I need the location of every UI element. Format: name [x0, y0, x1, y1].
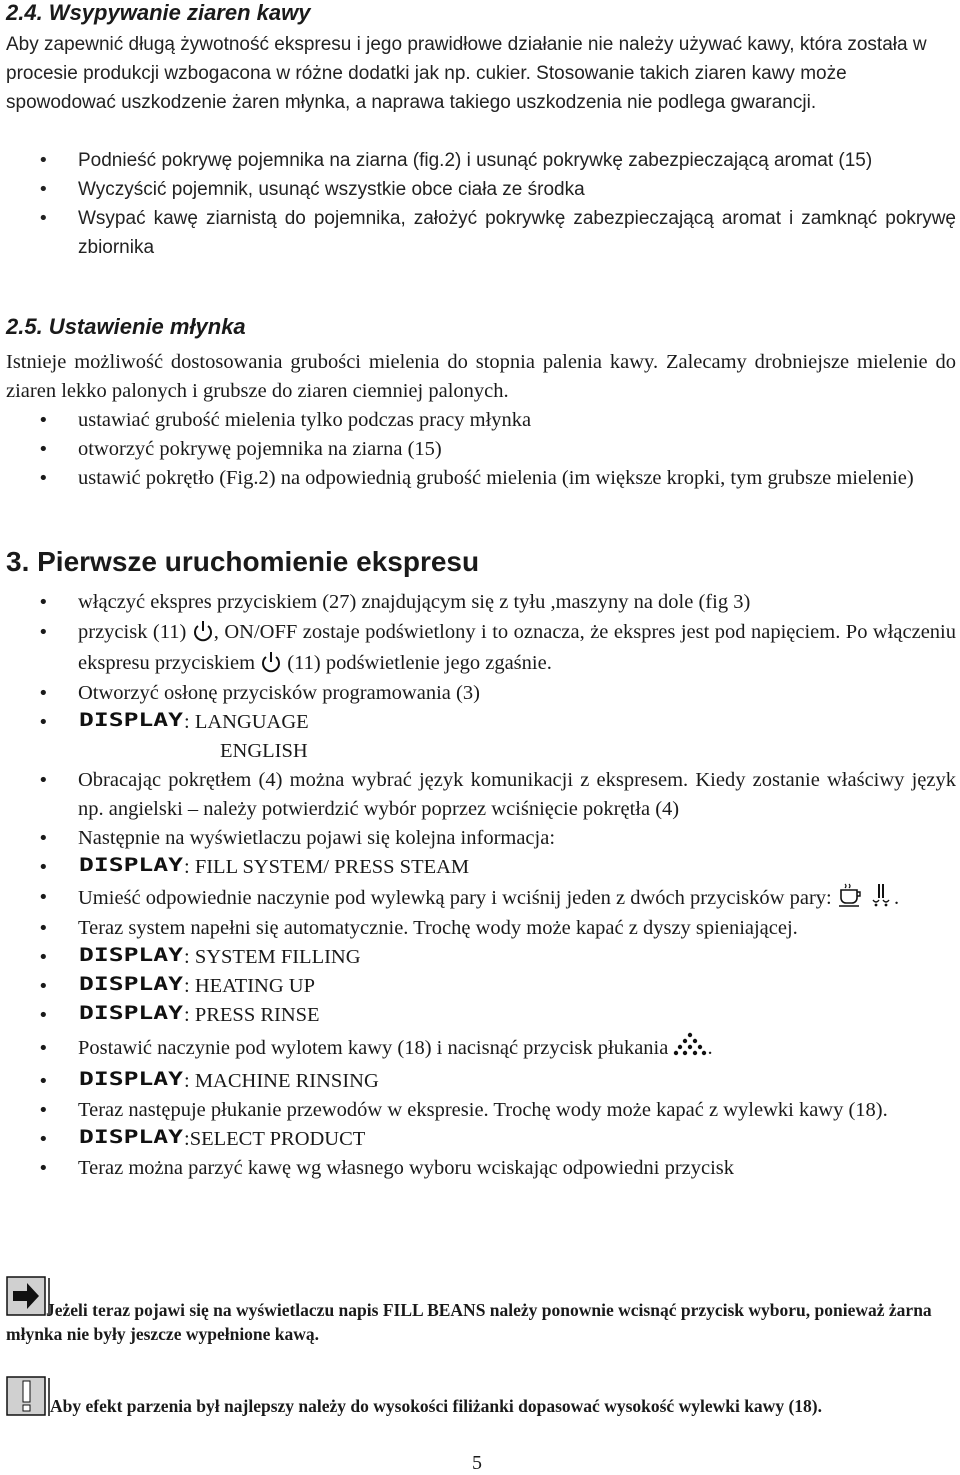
display-message: : SYSTEM FILLING — [184, 946, 361, 968]
page-number: 5 — [472, 1452, 482, 1474]
list-item-text: Teraz następuje płukanie przewodów w ekspresie. Trochę wody może kapać z wylewki kawy (18). — [78, 1099, 888, 1121]
section-2-4-list — [0, 146, 956, 262]
list-item-text: włączyć ekspres przyciskiem (27) znajdującym się z tyłu ,maszyny na dole (fig 3) — [78, 591, 751, 613]
list-item — [0, 943, 956, 972]
list-item-text: Następnie na wyświetlaczu pojawi się kolejna informacja: — [78, 827, 556, 849]
list-item — [0, 824, 956, 853]
display-label-icon — [78, 1003, 184, 1023]
display-label-icon — [78, 1069, 184, 1089]
note-cup-height: Aby efekt parzenia był najlepszy należy do wysokości filiżanki dopasować wysokość wylewki kawy (18). — [50, 1396, 822, 1416]
display-label-icon — [78, 945, 184, 965]
display-label-icon — [78, 974, 184, 994]
note-fill-beans: Jeżeli teraz pojawi się na wyświetlaczu napis FILL BEANS należy ponownie wcisnąć przycisk wyboru, ponieważ żarna młynka nie były jeszcze wypełnione kawą. — [6, 1300, 932, 1344]
display-message: : HEATING UP — [184, 975, 315, 997]
list-item — [0, 1096, 956, 1125]
list-item: • otworzyć pokrywę pojemnika na ziarna (15) — [0, 435, 956, 464]
display-message: : FILL SYSTEM/ PRESS STEAM — [184, 856, 470, 878]
list-item — [0, 617, 956, 679]
list-item — [0, 1154, 956, 1183]
list-item-text: Teraz można parzyć kawę wg własnego wyboru wciskając odpowiedni przycisk — [78, 1157, 735, 1179]
list-item-text: Obracając pokrętłem (4) można wybrać język komunikacji z ekspresem. Kiedy zostanie właściwy język np. angielski – należy potwierdzić wybór poprzez wciśnięcie pokrętła (4) — [78, 769, 956, 820]
section-3-list — [0, 588, 956, 1183]
display-message: : PRESS RINSE — [184, 1004, 320, 1026]
display-message: : LANGUAGE — [184, 711, 309, 733]
list-item-text: . — [893, 887, 900, 909]
list-item — [0, 1001, 956, 1030]
list-item — [0, 679, 956, 708]
list-item — [0, 1125, 956, 1154]
display-label-icon — [78, 855, 184, 875]
power-icon — [192, 620, 214, 642]
list-item: • Wsypać kawę ziarnistą do pojemnika, założyć pokrywkę zabezpieczającą aromat i zamknąć pokrywę zbiornika — [0, 204, 956, 262]
list-item: • Wyczyścić pojemnik, usunąć wszystkie obce ciała ze środka — [0, 175, 956, 204]
display-label-icon — [78, 1127, 184, 1147]
list-item — [0, 853, 956, 882]
list-item — [0, 1067, 956, 1096]
list-item: • Podnieść pokrywę pojemnika na ziarna (fig.2) i usunąć pokrywkę zabezpieczającą aromat (15) — [0, 146, 956, 175]
list-item: • ustawić pokrętło (Fig.2) na odpowiednią grubość mielenia (im większe kropki, tym grubsze mielenie) — [0, 464, 956, 493]
section-2-5-heading: 2.5. Ustawienie młynka — [6, 314, 246, 339]
list-item — [0, 588, 956, 617]
rinse-icon — [673, 1032, 707, 1058]
list-item-text: (11) podświetlenie jego zgaśnie. — [287, 652, 552, 674]
list-item — [0, 766, 956, 824]
list-item-text: Otworzyć osłonę przycisków programowania (3) — [78, 682, 480, 704]
section-3-heading: 3. Pierwsze uruchomienie ekspresu — [6, 546, 480, 577]
list-item — [0, 882, 956, 914]
list-item-text: Teraz system napełni się automatycznie. Trochę wody może kapać z dyszy spieniającej. — [78, 917, 798, 939]
section-2-4-heading: 2.4. Wsypywanie ziaren kawy — [6, 0, 311, 25]
list-item-text: Postawić naczynie pod wylotem kawy (18) i nacisnąć przycisk płukania — [78, 1037, 669, 1059]
list-item-text: Umieść odpowiednie naczynie pod wylewką pary i wciśnij jeden z dwóch przycisków pary: — [78, 887, 832, 909]
power-icon — [260, 651, 282, 673]
steam-cup-icon — [837, 882, 863, 908]
section-2-4-intro: Aby zapewnić długą żywotność ekspresu i jego prawidłowe działanie nie należy używać kawy, która została w procesie produkcji wzbogacona w różne dodatki jak np. cukier. Stosowanie takich ziaren kawy może spowodować uszkodzenie żaren młynka, a naprawa takiego uszkodzenia nie podlega gwarancji. — [6, 34, 927, 113]
display-message-sub: ENGLISH — [220, 740, 308, 762]
list-item — [0, 914, 956, 943]
list-item-text: . — [707, 1037, 713, 1059]
list-item — [0, 972, 956, 1001]
list-item: • ustawiać grubość mielenia tylko podczas pracy młynka — [0, 406, 956, 435]
list-item-text: , ON/OFF zostaje podświetlony i to oznacza, że ekspres jest pod napięciem. Po włączeniu ekspresu przyciskiem — [78, 621, 956, 674]
section-2-5-intro: Istnieje możliwość dostosowania grubości mielenia do stopnia palenia kawy. Zalecamy drobniejsze mielenie do ziaren lekko palonych i grubsze do ziaren ciemniej palonych. — [6, 351, 956, 402]
section-2-5-list — [0, 406, 956, 493]
exclamation-note-icon — [6, 1376, 52, 1418]
display-label-icon — [78, 710, 184, 730]
display-message: :SELECT PRODUCT — [184, 1128, 366, 1150]
list-item — [0, 708, 956, 766]
list-item — [0, 1030, 956, 1067]
list-item-text: przycisk (11) — [78, 621, 187, 643]
steam-nozzle-icon — [868, 882, 894, 908]
display-message: : MACHINE RINSING — [184, 1070, 379, 1092]
